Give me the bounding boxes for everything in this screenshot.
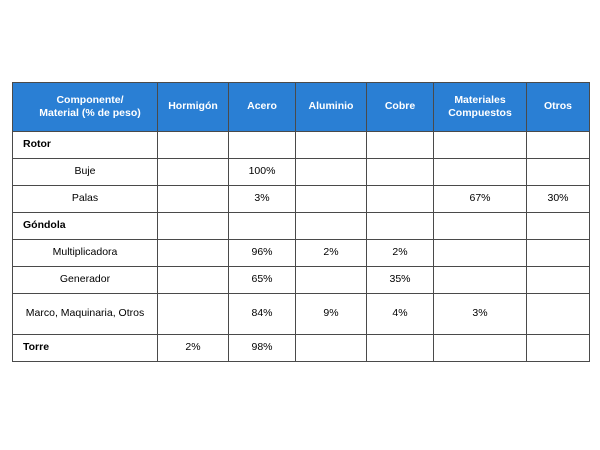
row-label-buje: Buje: [13, 159, 158, 186]
row-label-generador: Generador: [13, 267, 158, 294]
cell-gondola-compuestos: [434, 213, 527, 240]
material-composition-table-wrapper: [12, 82, 588, 362]
column-header-acero: Acero: [229, 83, 296, 132]
cell-buje-hormigon: [158, 159, 229, 186]
cell-palas-aluminio: [296, 186, 367, 213]
row-label-rotor: Rotor: [13, 132, 158, 159]
cell-torre-acero: 98%: [229, 335, 296, 362]
table-row: [13, 240, 590, 267]
cell-marco-otros: [527, 294, 590, 335]
cell-gondola-acero: [229, 213, 296, 240]
cell-rotor-acero: [229, 132, 296, 159]
cell-torre-cobre: [367, 335, 434, 362]
column-header-hormigon: Hormigón: [158, 83, 229, 132]
row-label-gondola: Góndola: [13, 213, 158, 240]
cell-marco-cobre: 4%: [367, 294, 434, 335]
table-header: [13, 83, 590, 132]
cell-multiplicadora-acero: 96%: [229, 240, 296, 267]
cell-marco-hormigon: [158, 294, 229, 335]
column-header-materiales-compuestos-line-1: Materiales: [454, 93, 506, 106]
cell-palas-acero: 3%: [229, 186, 296, 213]
column-header-materiales-compuestos-line-2: Compuestos: [448, 107, 512, 119]
cell-torre-compuestos: [434, 335, 527, 362]
cell-torre-otros: [527, 335, 590, 362]
table-header-row: [13, 83, 590, 132]
cell-generador-acero: 65%: [229, 267, 296, 294]
cell-gondola-aluminio: [296, 213, 367, 240]
cell-gondola-cobre: [367, 213, 434, 240]
column-header-otros: Otros: [527, 83, 590, 132]
row-label-marco-maquinaria-otros: Marco, Maquinaria, Otros: [13, 294, 158, 335]
cell-palas-hormigon: [158, 186, 229, 213]
cell-gondola-hormigon: [158, 213, 229, 240]
cell-gondola-otros: [527, 213, 590, 240]
cell-marco-compuestos: 3%: [434, 294, 527, 335]
cell-palas-compuestos: 67%: [434, 186, 527, 213]
column-header-component-line-2: Material (% de peso): [39, 107, 141, 119]
cell-buje-otros: [527, 159, 590, 186]
cell-buje-cobre: [367, 159, 434, 186]
cell-generador-otros: [527, 267, 590, 294]
table-row: [13, 294, 590, 335]
cell-torre-aluminio: [296, 335, 367, 362]
column-header-cobre: Cobre: [367, 83, 434, 132]
cell-generador-aluminio: [296, 267, 367, 294]
table-row: [13, 159, 590, 186]
column-header-materiales-compuestos: [434, 83, 527, 132]
cell-palas-cobre: [367, 186, 434, 213]
cell-rotor-hormigon: [158, 132, 229, 159]
table-row: [13, 132, 590, 159]
cell-marco-acero: 84%: [229, 294, 296, 335]
column-header-component-line-1: Componente/: [56, 93, 124, 106]
table-row: [13, 335, 590, 362]
cell-multiplicadora-hormigon: [158, 240, 229, 267]
cell-torre-hormigon: 2%: [158, 335, 229, 362]
table-body: [13, 132, 590, 362]
row-label-torre: Torre: [13, 335, 158, 362]
material-composition-table: [12, 82, 590, 362]
column-header-aluminio: Aluminio: [296, 83, 367, 132]
cell-multiplicadora-compuestos: [434, 240, 527, 267]
cell-buje-acero: 100%: [229, 159, 296, 186]
cell-rotor-aluminio: [296, 132, 367, 159]
cell-palas-otros: 30%: [527, 186, 590, 213]
cell-marco-aluminio: 9%: [296, 294, 367, 335]
cell-multiplicadora-aluminio: 2%: [296, 240, 367, 267]
cell-multiplicadora-otros: [527, 240, 590, 267]
cell-generador-hormigon: [158, 267, 229, 294]
column-header-component: [13, 83, 158, 132]
cell-multiplicadora-cobre: 2%: [367, 240, 434, 267]
cell-rotor-otros: [527, 132, 590, 159]
row-label-multiplicadora: Multiplicadora: [13, 240, 158, 267]
table-row: [13, 267, 590, 294]
row-label-palas: Palas: [13, 186, 158, 213]
cell-buje-aluminio: [296, 159, 367, 186]
cell-generador-compuestos: [434, 267, 527, 294]
cell-rotor-compuestos: [434, 132, 527, 159]
cell-rotor-cobre: [367, 132, 434, 159]
table-row: [13, 213, 590, 240]
table-row: [13, 186, 590, 213]
cell-buje-compuestos: [434, 159, 527, 186]
cell-generador-cobre: 35%: [367, 267, 434, 294]
